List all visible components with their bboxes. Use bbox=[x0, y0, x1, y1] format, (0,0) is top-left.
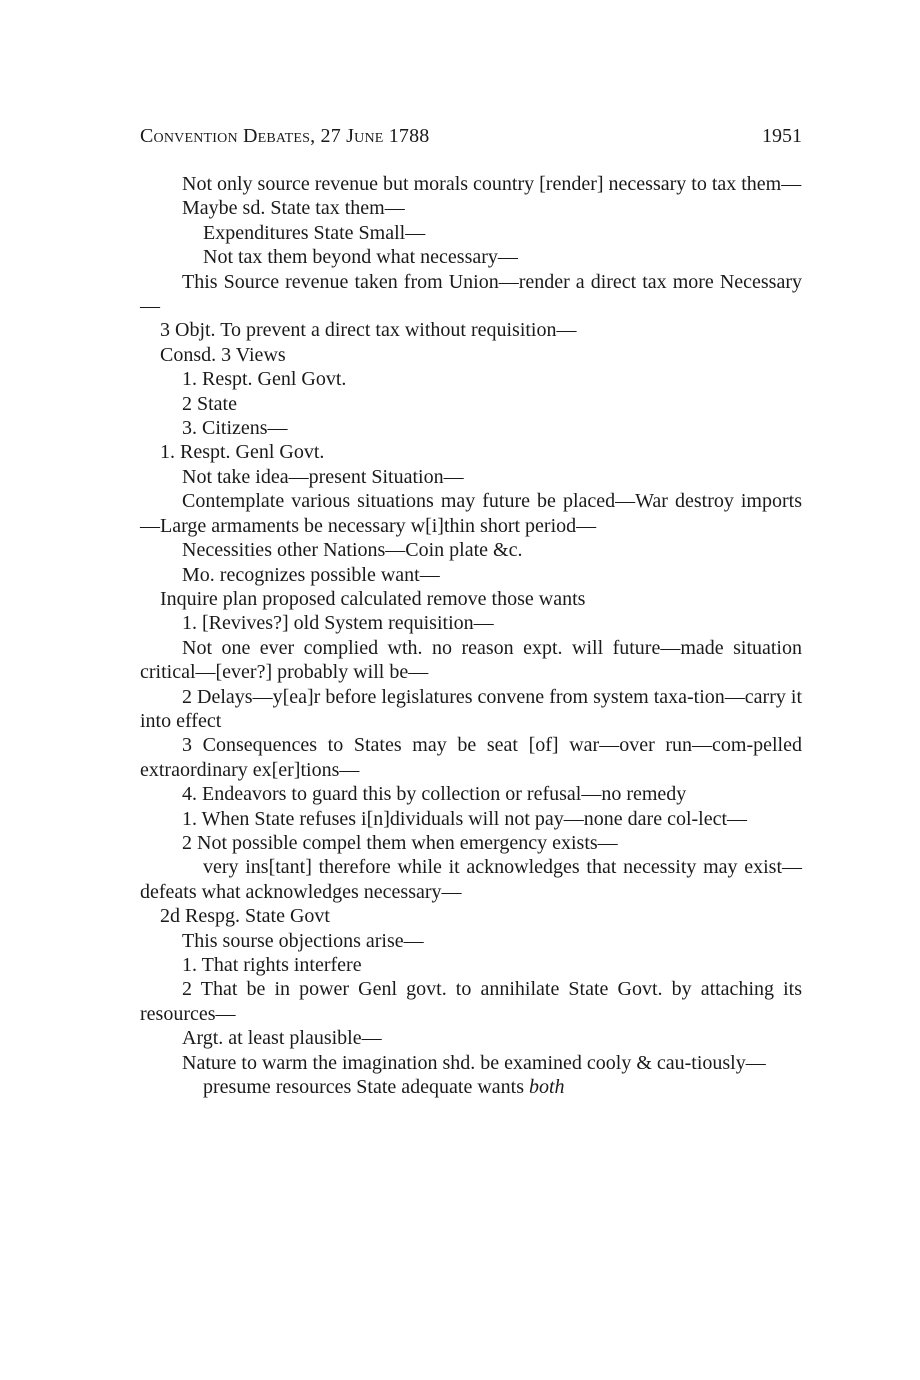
note-paragraph bbox=[140, 1051, 802, 1075]
note-paragraph bbox=[140, 685, 802, 734]
note-text: Maybe sd. State tax them— bbox=[182, 197, 405, 220]
note-text: Contemplate various situations may future be placed—War destroy imports—Large armaments be necessary w[i]thin short period— bbox=[140, 490, 802, 537]
note-text: Consd. 3 Views bbox=[160, 343, 286, 366]
note-paragraph bbox=[140, 782, 802, 806]
italic-emphasis: both bbox=[529, 1076, 565, 1099]
note-paragraph bbox=[140, 343, 802, 367]
note-text: Not take idea—present Situation— bbox=[182, 465, 464, 488]
note-paragraph bbox=[140, 538, 802, 562]
note-text: Not one ever complied wth. no reason expt. will future—made situation critical—[ever?] probably will be— bbox=[140, 636, 802, 684]
note-paragraph bbox=[140, 611, 802, 635]
note-paragraph bbox=[140, 318, 802, 342]
note-text: 4. Endeavors to guard this by collection or refusal—no remedy bbox=[182, 783, 687, 806]
note-paragraph bbox=[140, 636, 802, 685]
note-paragraph bbox=[140, 221, 802, 245]
note-text: 2 State bbox=[182, 392, 237, 415]
running-head: Convention Debates, 27 June 1788 bbox=[140, 125, 430, 147]
note-text: Inquire plan proposed calculated remove those wants bbox=[160, 587, 586, 610]
note-text: 1. That rights interfere bbox=[182, 954, 362, 976]
note-paragraph bbox=[140, 392, 802, 416]
note-paragraph bbox=[140, 196, 802, 220]
note-text: 1. Respt. Genl Govt. bbox=[182, 368, 347, 391]
note-text: 3. Citizens— bbox=[182, 417, 288, 440]
note-paragraph bbox=[140, 489, 802, 538]
note-text: This Source revenue taken from Union—render a direct tax more Necessary— bbox=[140, 270, 802, 318]
note-paragraph bbox=[140, 270, 802, 319]
note-text: 1. When State refuses i[n]dividuals will not pay—none dare col-lect— bbox=[182, 807, 748, 830]
note-paragraph bbox=[140, 563, 802, 587]
note-text: Expenditures State Small— bbox=[203, 221, 426, 244]
note-text: This sourse objections arise— bbox=[182, 929, 424, 952]
note-text: 3 Objt. To prevent a direct tax without requisition— bbox=[160, 319, 577, 342]
note-paragraph bbox=[140, 416, 802, 440]
note-text: Not only source revenue but morals country [render] necessary to tax them— bbox=[182, 173, 802, 195]
note-paragraph bbox=[140, 465, 802, 489]
note-text: 2 That be in power Genl govt. to annihilate State Govt. by attaching its resources— bbox=[140, 978, 802, 1025]
note-paragraph bbox=[140, 807, 802, 831]
note-text: 2 Delays—y[ea]r before legislatures convene from system taxa-tion—carry it into effect bbox=[140, 685, 802, 732]
debate-notes-body bbox=[140, 172, 802, 1099]
note-paragraph bbox=[140, 953, 802, 977]
note-text: Nature to warm the imagination shd. be examined cooly & cau-tiously— bbox=[182, 1051, 766, 1074]
note-paragraph bbox=[140, 587, 802, 611]
note-text: Not tax them beyond what necessary— bbox=[203, 246, 518, 269]
note-paragraph bbox=[140, 367, 802, 391]
note-text: 1. [Revives?] old System requisition— bbox=[182, 612, 494, 635]
page-header bbox=[140, 122, 802, 150]
note-text: 3 Consequences to States may be seat [of] war—over run—com-pelled extraordinary ex[er]tions— bbox=[140, 734, 802, 781]
note-paragraph bbox=[140, 440, 802, 464]
note-paragraph bbox=[140, 733, 802, 782]
note-paragraph bbox=[140, 977, 802, 1026]
note-text: very ins[tant] therefore while it acknowledges that necessity may exist—defeats what acknowledges necessary— bbox=[140, 856, 802, 903]
note-text: presume resources State adequate wants bbox=[203, 1076, 529, 1099]
note-text: Argt. at least plausible— bbox=[182, 1027, 382, 1050]
note-paragraph bbox=[140, 855, 802, 904]
note-paragraph bbox=[140, 929, 802, 953]
note-paragraph bbox=[140, 1075, 802, 1099]
note-paragraph bbox=[140, 831, 802, 855]
note-paragraph bbox=[140, 245, 802, 269]
page-number: 1951 bbox=[762, 125, 802, 147]
note-text: 1. Respt. Genl Govt. bbox=[160, 441, 325, 464]
note-text: 2 Not possible compel them when emergency exists— bbox=[182, 831, 618, 854]
note-text: 2d Respg. State Govt bbox=[160, 905, 330, 928]
note-paragraph bbox=[140, 172, 802, 196]
note-paragraph bbox=[140, 904, 802, 928]
note-text: Necessities other Nations—Coin plate &c. bbox=[182, 539, 523, 562]
note-paragraph bbox=[140, 1026, 802, 1050]
note-text: Mo. recognizes possible want— bbox=[182, 563, 440, 586]
